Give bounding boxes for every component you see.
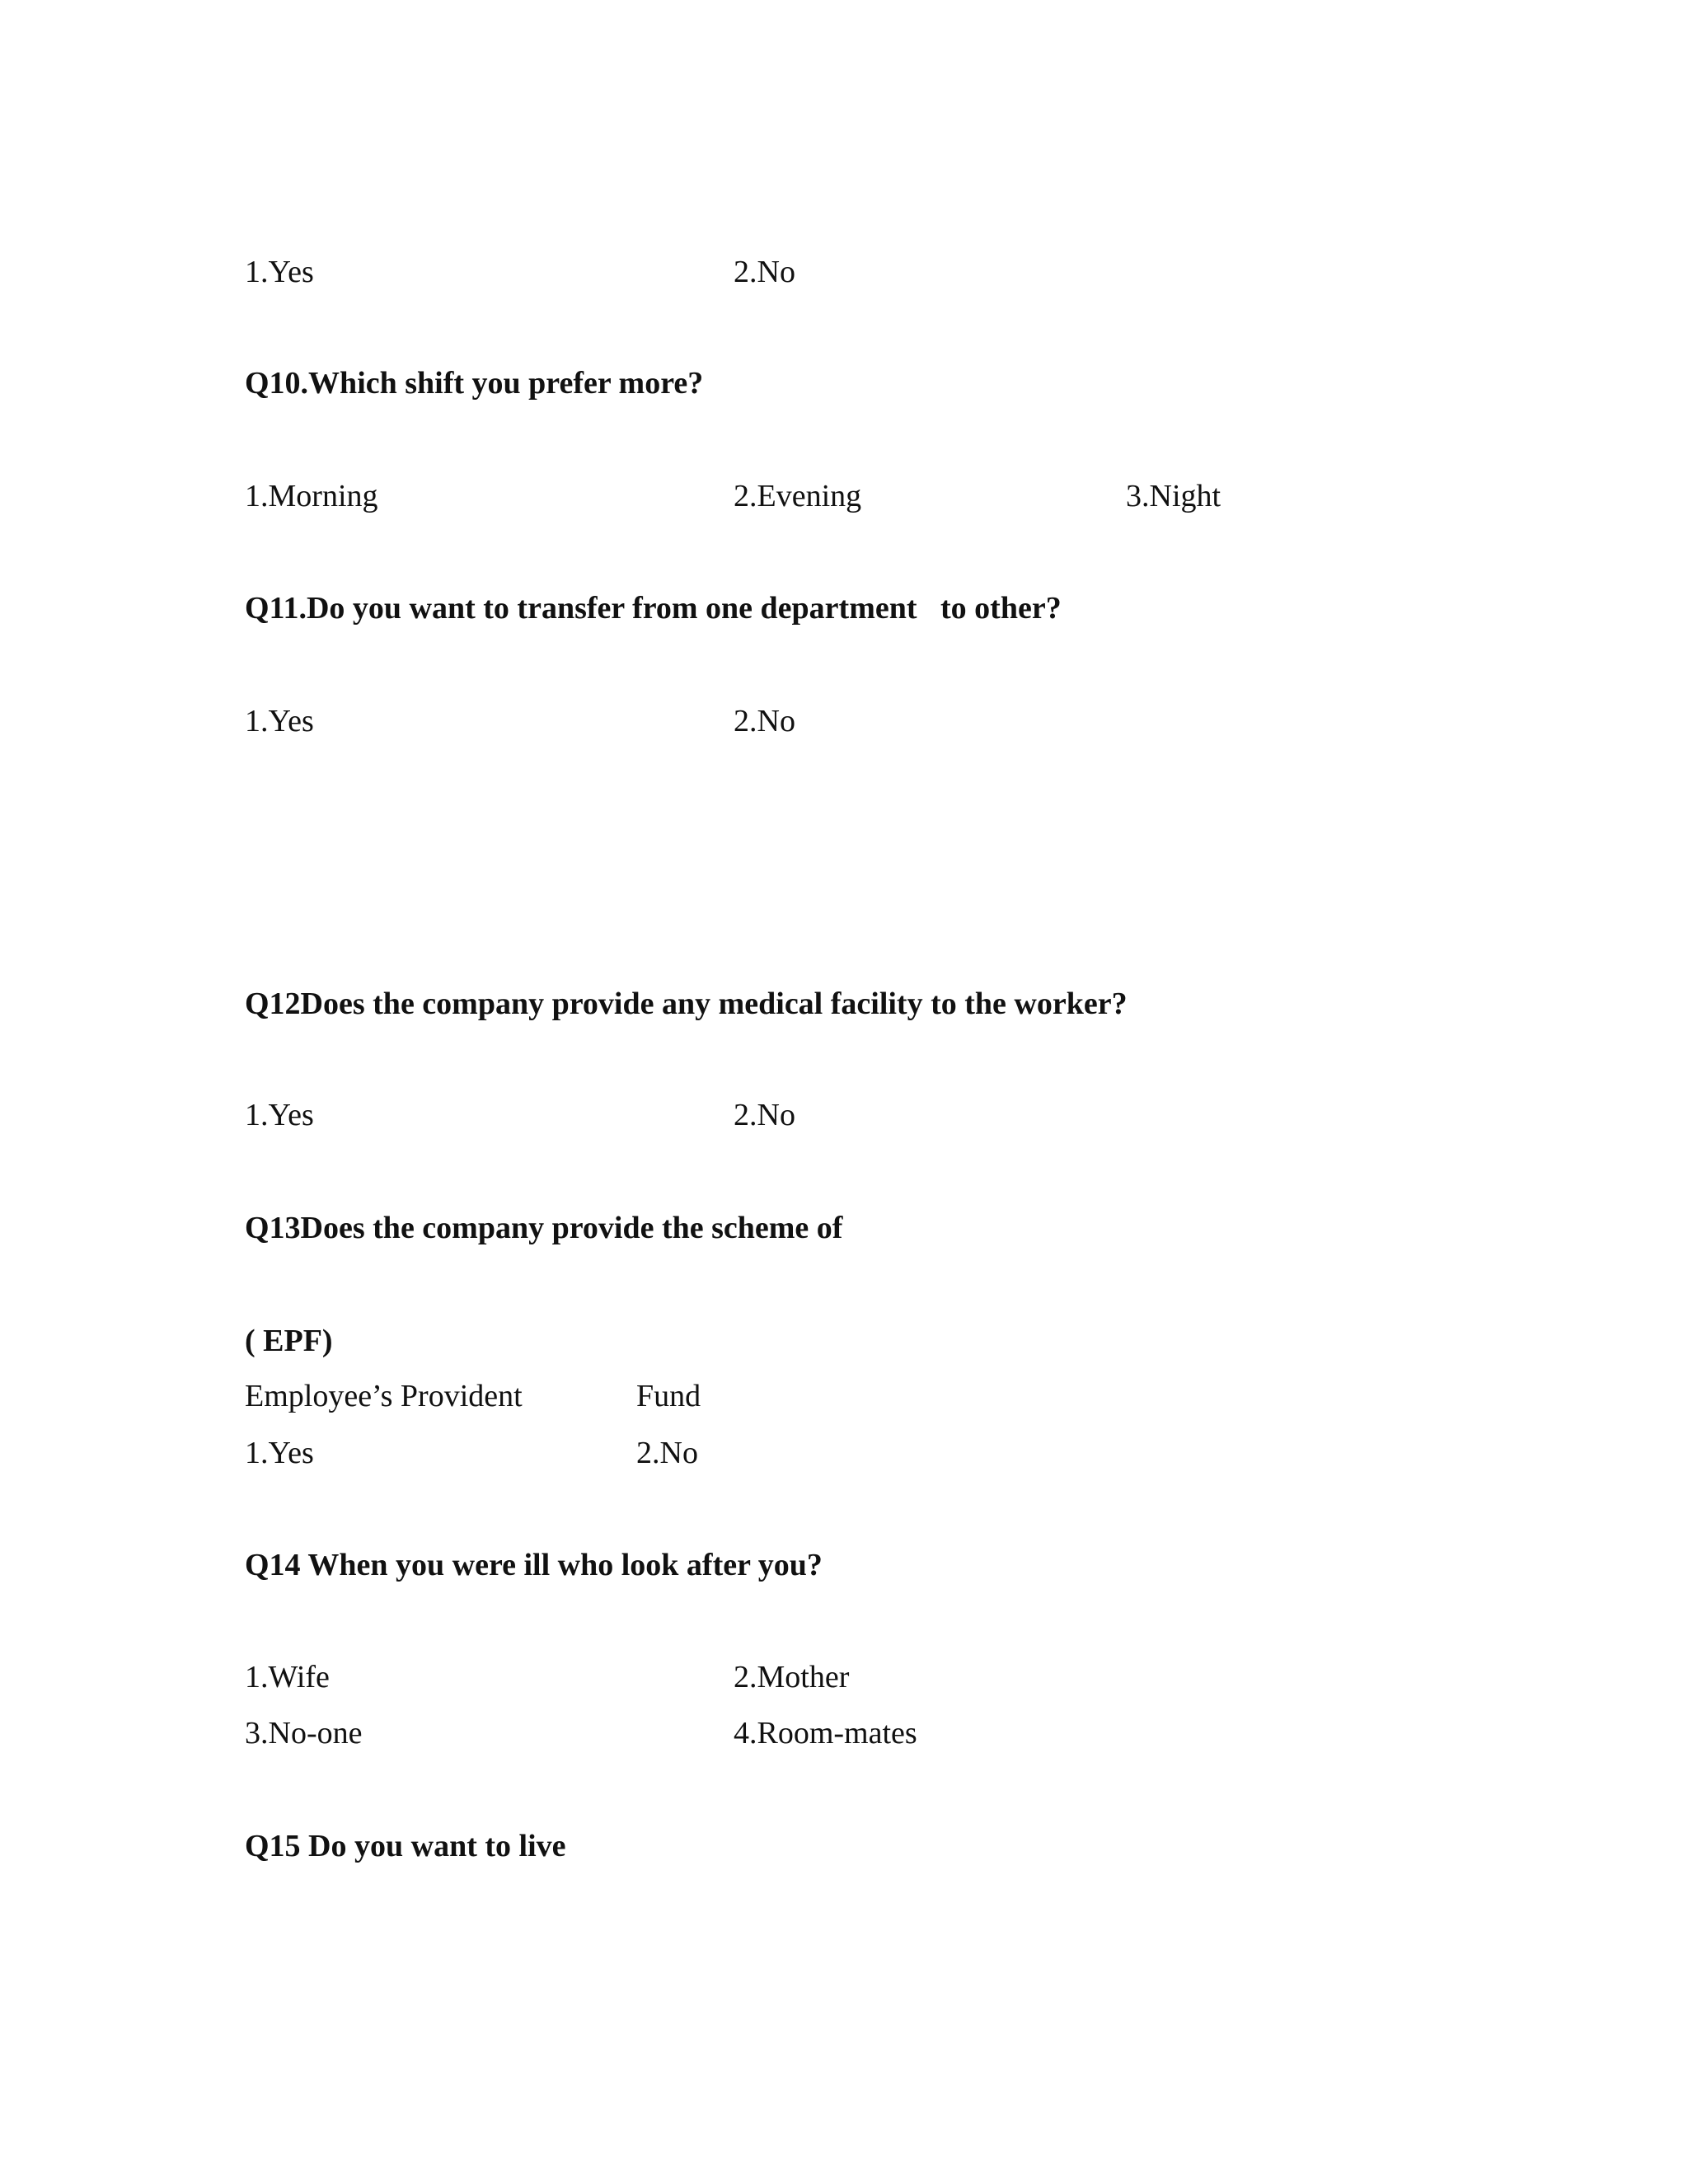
q10-question: Q10.Which shift you prefer more? bbox=[245, 366, 704, 401]
q14-option-wife: 1.Wife bbox=[245, 1660, 330, 1694]
q11-option-yes: 1.Yes bbox=[245, 704, 314, 738]
q10-option-evening: 2.Evening bbox=[734, 479, 862, 513]
q13-option-yes: 1.Yes bbox=[245, 1436, 314, 1470]
q10-option-morning: 1.Morning bbox=[245, 479, 378, 513]
q13-option-no: 2.No bbox=[636, 1436, 698, 1470]
q10-option-night: 3.Night bbox=[1126, 479, 1221, 513]
q14-option-no-one: 3.No-one bbox=[245, 1716, 363, 1750]
q12-question: Q12Does the company provide any medical facility to the worker? bbox=[245, 987, 1128, 1021]
q9-option-yes: 1.Yes bbox=[245, 255, 314, 289]
q12-option-no: 2.No bbox=[734, 1098, 795, 1132]
q13-expansion-left: Employee’s Provident bbox=[245, 1379, 523, 1413]
q13-abbreviation: ( EPF) bbox=[245, 1324, 333, 1358]
q13-question: Q13Does the company provide the scheme of bbox=[245, 1211, 843, 1245]
q12-option-yes: 1.Yes bbox=[245, 1098, 314, 1132]
q9-option-no: 2.No bbox=[734, 255, 795, 289]
q14-question: Q14 When you were ill who look after you? bbox=[245, 1548, 823, 1582]
q15-question: Q15 Do you want to live bbox=[245, 1829, 566, 1863]
q14-option-mother: 2.Mother bbox=[734, 1660, 850, 1694]
q11-question: Q11.Do you want to transfer from one department to other? bbox=[245, 591, 1062, 626]
q11-option-no: 2.No bbox=[734, 704, 795, 738]
q14-option-room-mates: 4.Room-mates bbox=[734, 1716, 917, 1750]
q13-expansion-right: Fund bbox=[636, 1379, 701, 1413]
